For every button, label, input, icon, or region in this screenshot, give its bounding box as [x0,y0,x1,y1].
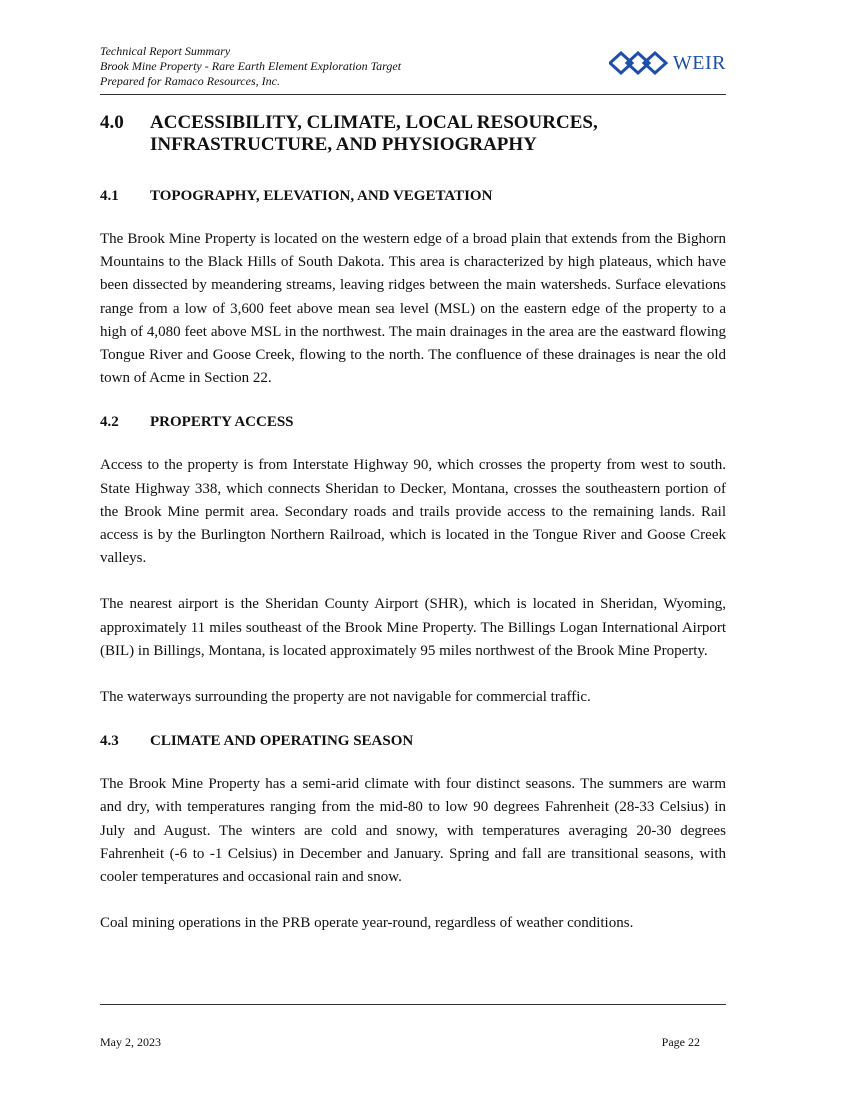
weir-logo [609,51,726,75]
page-footer [100,1004,726,1049]
subsection-title: CLIMATE AND OPERATING SEASON [150,733,414,750]
paragraph-airport: The nearest airport is the Sheridan County Airport (SHR), which is located in Sheridan, Wyoming, approximately 11 miles southeast of the Brook Mine Property. The Billings Logan International Airport (BIL) in Billings, Montana, is located approximately 95 miles northwest of the Brook Mine Property. [100,596,726,659]
header-client: Prepared for Ramaco Resources, Inc. [100,74,280,88]
section-title-line1: ACCESSIBILITY, CLIMATE, LOCAL RESOURCES, [150,112,598,133]
paragraph-waterways: The waterways surrounding the property are not navigable for commercial traffic. [100,689,591,706]
header-text [100,44,401,89]
subsection-number: 4.3 [100,733,119,750]
footer-date: May 2, 2023 [100,1035,161,1049]
page-header [100,44,726,95]
page-number: Page 22 [661,1035,700,1049]
subsection-number: 4.2 [100,414,119,431]
section-number: 4.0 [100,112,124,133]
page-content [100,112,726,935]
subsection-heading-4-3 [100,732,726,750]
section-title [150,112,598,156]
subsection-heading-4-2 [100,413,726,431]
subsection-title: TOPOGRAPHY, ELEVATION, AND VEGETATION [150,188,493,204]
paragraph-operations: Coal mining operations in the PRB operate year-round, regardless of weather conditions. [100,915,634,932]
header-project: Brook Mine Property - Rare Earth Element Exploration Target [100,59,402,73]
subsection-heading-4-1 [100,187,726,205]
paragraph-access: Access to the property is from Interstate Highway 90, which crosses the property from west to south. State Highway 338, which connects Sheridan to Decker, Montana, crosses the southeastern portion of the Brook Mine permit area. Secondary roads and trails provide access to the remaining lands. Rail access is by the Burlington Northern Railroad, which is located in the Tongue River and Goose Creek valleys. [100,457,726,567]
logo-wordmark: WEIR [672,52,726,74]
section-title-line2: INFRASTRUCTURE, AND PHYSIOGRAPHY [150,134,537,155]
header-report-type: Technical Report Summary [100,44,231,58]
paragraph-topography: The Brook Mine Property is located on the western edge of a broad plain that extends from the Bighorn Mountains to the Black Hills of South Dakota. This area is characterized by high plateaus, which have been dissected by meandering streams, leaving ridges between the main watersheds. Surface elevations range from a low of 3,600 feet above mean sea level (MSL) on the eastern edge of the property to a high of 4,080 feet above MSL in the northwest. The main drainages in the area are the eastward flowing Tongue River and Goose Creek, flowing to the north. The confluence of these drainages is near the old town of Acme in Section 22. [100,231,726,387]
section-heading [100,112,726,156]
subsection-number: 4.1 [100,188,119,204]
paragraph-climate: The Brook Mine Property has a semi-arid climate with four distinct seasons. The summers are warm and dry, with temperatures ranging from the mid-80 to low 90 degrees Fahrenheit (28-33 Celsius) in July and August. The winters are cold and snowy, with temperatures averaging 20-30 degrees Fahrenheit (-6 to -1 Celsius) in December and January. Spring and fall are transitional seasons, with cooler temperatures and occasional rain and snow. [100,776,726,886]
diamond-chevron-icon [609,51,671,75]
subsection-title: PROPERTY ACCESS [150,414,294,431]
